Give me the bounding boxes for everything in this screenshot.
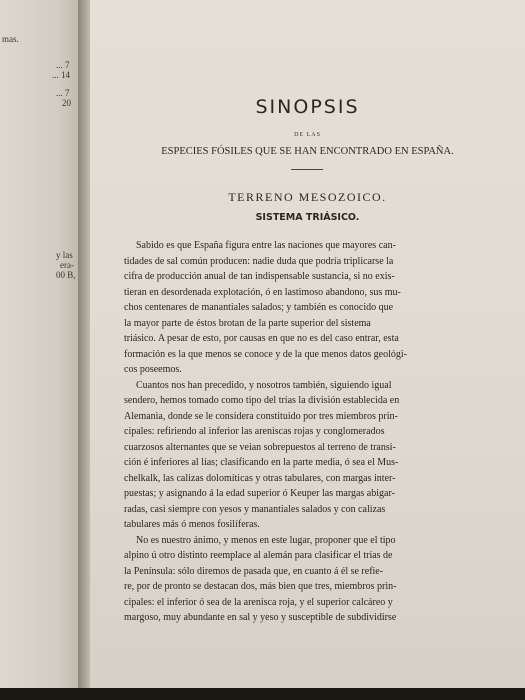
text-line: re, por de pronto se destacan dos, más bien que tres, miembros prin- <box>124 581 397 592</box>
left-fragment: ... 7 <box>56 60 70 70</box>
text-line: radas, casi siempre con yesos y manantiales salados y con calizas <box>124 503 386 515</box>
left-fragment: 20 <box>62 98 71 108</box>
text-line: Alemania, donde se le considera constituido por tres miembros prin- <box>124 410 398 422</box>
text-line: margoso, muy abundante en sal y yeso y susceptible de subdividirse <box>124 612 397 623</box>
left-fragment: era- <box>60 260 74 270</box>
text-line: cipales: refiriendo al inferior las areniscas rojas y conglomerados <box>124 426 385 437</box>
text-line: cos poseemos. <box>124 364 182 375</box>
paragraph-3 <box>124 533 454 626</box>
left-fragment: ... 7 <box>56 88 70 98</box>
page-title: SINOPSIS <box>255 96 360 118</box>
heading-de-las: DE LAS <box>294 132 321 138</box>
text-line: sendero, hemos tomado como tipo del trías la división establecida en <box>124 395 400 406</box>
text-line: tabulares más ó menos fosilíferas. <box>124 519 260 530</box>
text-line: formación es la que menos se conoce y de la que menos datos geológi- <box>124 348 407 360</box>
left-fragment: y las <box>56 250 73 260</box>
text-line: cipales: el inferior ó sea de la arenisca roja, y el superior calcáreo y <box>124 596 393 608</box>
text-line: triásico. A pesar de esto, por causas en que no es del caso entrar, esta <box>124 333 399 344</box>
divider <box>291 169 323 170</box>
text-line: ción é inferiores al lías; clasificando en la parte media, ó sea el Mus- <box>124 457 399 468</box>
text-line: alpino ú otro distinto reemplace al alemán para clasificar el trías de <box>124 550 393 561</box>
section-heading: TERRENO MESOZOICO. <box>228 190 387 204</box>
table-surface <box>0 688 525 700</box>
text-line: chos centenares de manantiales salados; y también es conocido que <box>124 302 394 313</box>
text-line: puestas; y asignando á la edad superior ó Keuper las margas abigar- <box>124 488 395 499</box>
left-fragment: mas. <box>2 34 19 44</box>
body-text <box>124 238 454 626</box>
text-line: cifra de producción anual de tan indispensable sustancia, si no exis- <box>124 271 395 282</box>
text-line: la mayor parte de éstos brotan de la parte superior del sistema <box>124 317 371 329</box>
text-line: la Península: sólo diremos de pasada que, en cuanto á él se refie- <box>124 565 384 577</box>
left-fragment: ... 14 <box>52 70 70 80</box>
text-line: cuarzosos alternantes que se veian sobrepuestos al terreno de transi- <box>124 441 396 453</box>
paragraph-2 <box>124 378 454 533</box>
right-page <box>90 0 525 690</box>
text-line: chelkalk, las calizas dolomíticas y otras tabulares, con margas inter- <box>124 472 396 484</box>
subsection-heading: SISTEMA TRIÁSICO. <box>255 212 360 223</box>
text-line: No es nuestro ánimo, y menos en este lugar, proponer que el tipo <box>136 534 396 546</box>
paragraph-1 <box>124 238 454 378</box>
left-page <box>0 0 82 690</box>
text-line: tieran en desordenada explotación, ó en lastimoso abandono, sus mu- <box>124 286 401 298</box>
left-fragment: 00 B, <box>56 270 76 280</box>
text-line: tidades de sal común producen: nadie duda que podría triplicarse la <box>124 255 394 267</box>
page-subtitle: ESPECIES FÓSILES QUE SE HAN ENCONTRADO EN ESPAÑA. <box>161 146 454 157</box>
text-line: Sabido es que España figura entre las naciones que mayores can- <box>136 240 396 251</box>
text-line: Cuantos nos han precedido, y nosotros también, siguiendo igual <box>136 379 392 391</box>
